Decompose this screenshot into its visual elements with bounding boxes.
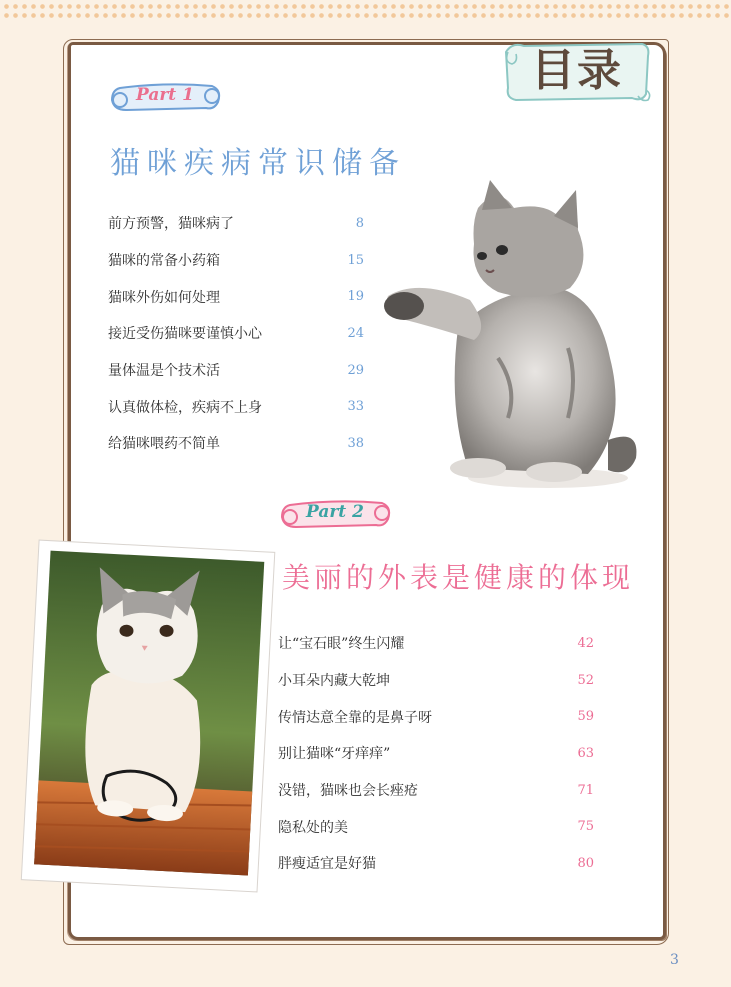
part2-badge [276,497,396,533]
toc-entry[interactable] [278,625,594,662]
toc-entry-page: 19 [347,289,364,305]
white-kitten-photo [20,538,276,896]
toc-entry-title: 胖瘦适宜是好猫 [278,856,376,873]
toc-entry-title: 认真做体检，疾病不上身 [108,399,262,416]
toc-entry-title: 接近受伤猫咪要谨慎小心 [108,326,262,343]
white-kitten-image [20,538,276,896]
toc-entry[interactable] [108,242,364,279]
toc-entry-page: 71 [577,782,594,798]
toc-entry[interactable] [278,662,594,699]
part1-toc-list [108,205,364,462]
toc-entry-title: 量体温是个技术活 [108,363,220,380]
toc-entry-title: 让“宝石眼”终生闪耀 [278,636,405,653]
toc-entry[interactable] [278,808,594,845]
toc-entry[interactable] [278,772,594,809]
toc-entry-title: 隐私处的美 [278,819,348,836]
page-title: 目录 [531,45,623,96]
toc-entry[interactable] [278,698,594,735]
toc-entry-page: 75 [577,819,594,835]
toc-entry[interactable] [108,388,364,425]
toc-entry-title: 猫咪的常备小药箱 [108,253,220,270]
part2-heading: 美丽的外表是健康的体现 [282,561,635,594]
toc-entry-title: 猫咪外伤如何处理 [108,289,220,306]
toc-entry-title: 小耳朵内藏大乾坤 [278,673,390,690]
toc-entry-title: 前方预警，猫咪病了 [108,216,234,233]
toc-entry-title: 别让猫咪“牙痒痒” [278,746,391,763]
toc-entry-page: 59 [577,709,594,725]
toc-entry-title: 没错，猫咪也会长痤疮 [278,783,418,800]
part1-badge-label: Part 1 [136,85,194,105]
toc-entry-page: 52 [577,672,594,688]
toc-entry-page: 38 [347,435,364,451]
part2-badge-label: Part 2 [306,502,364,522]
toc-entry-title: 给猫咪喂药不简单 [108,436,220,453]
dotted-top-border [0,0,731,22]
toc-entry-page: 80 [577,855,594,871]
toc-entry-page: 42 [577,635,594,651]
grey-kitten-photo [378,178,644,500]
part1-heading: 猫咪疾病常识储备 [110,146,406,181]
part1-badge [106,80,226,116]
toc-entry-page: 29 [347,362,364,378]
title-banner [502,38,652,104]
page-number: 3 [670,952,679,968]
toc-entry[interactable] [278,845,594,882]
toc-entry-page: 63 [577,745,594,761]
toc-entry[interactable] [108,278,364,315]
toc-entry-page: 24 [347,325,364,341]
toc-entry[interactable] [108,315,364,352]
toc-entry[interactable] [108,425,364,462]
part2-toc-list [278,625,594,882]
toc-entry-page: 33 [347,399,364,415]
toc-entry-page: 15 [347,252,364,268]
toc-entry[interactable] [108,352,364,389]
toc-entry[interactable] [108,205,364,242]
toc-entry-page: 8 [355,215,364,231]
toc-entry[interactable] [278,735,594,772]
toc-entry-title: 传情达意全靠的是鼻子呀 [278,709,432,726]
grey-kitten-image [378,178,644,500]
